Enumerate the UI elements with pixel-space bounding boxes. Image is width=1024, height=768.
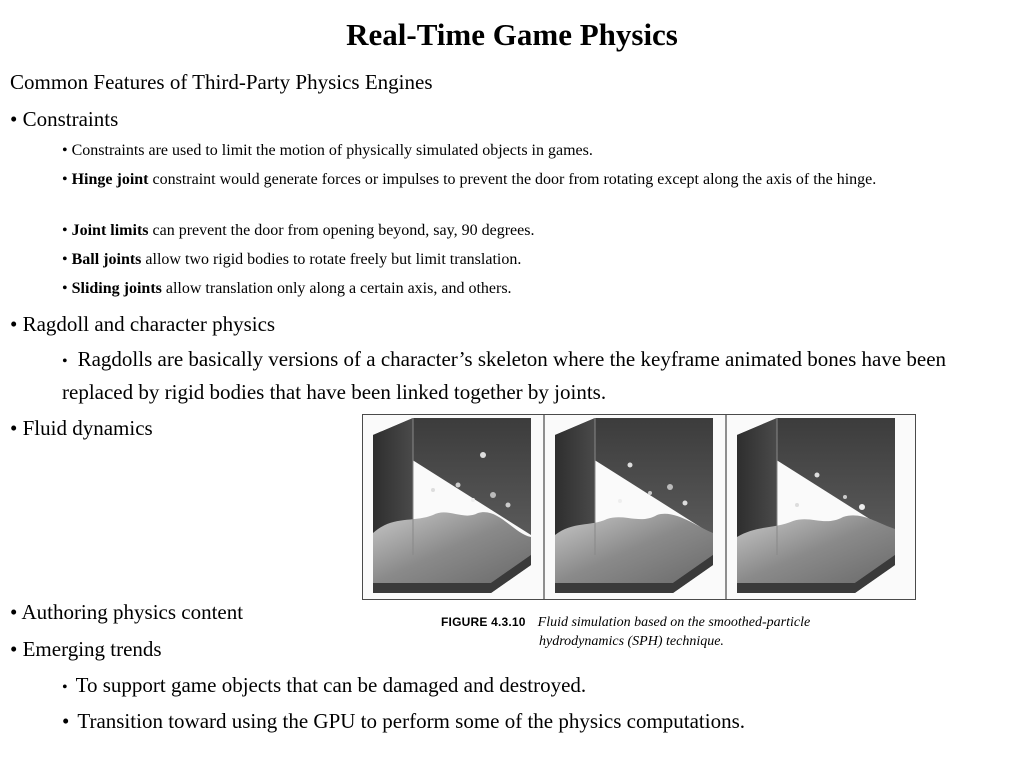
item-text: To support game objects that can be damaged and destroyed.	[75, 673, 587, 697]
constraints-item-2	[62, 168, 1007, 192]
emerging-heading: • Emerging trends	[10, 637, 162, 661]
figure-label: FIGURE 4.3.10	[441, 615, 526, 629]
panel-1	[363, 415, 543, 599]
figure-caption-line2: hydrodynamics (SPH) technique.	[539, 634, 724, 649]
bullet: •	[62, 353, 68, 370]
item-text: Constraints are used to limit the motion of physically simulated objects in games.	[71, 142, 593, 159]
figure-caption-line1: Fluid simulation based on the smoothed-particle	[537, 615, 811, 630]
bullet: •	[62, 171, 68, 188]
term-hinge-joint: Hinge joint	[71, 171, 149, 188]
constraints-item-1	[62, 139, 593, 163]
bullet: •	[62, 280, 68, 297]
item-text: constraint would generate forces or impulses to prevent the door from rotating except along the axis of the hinge.	[152, 171, 877, 188]
panel-2	[545, 415, 725, 599]
constraints-item-3	[62, 219, 534, 243]
emerging-item-2	[62, 706, 1012, 737]
term-sliding-joints: Sliding joints	[71, 280, 162, 297]
panel-3	[727, 415, 915, 599]
authoring-heading: • Authoring physics content	[10, 600, 244, 624]
item-text: Ragdolls are basically versions of a character’s skeleton where the keyframe animated bones have been replaced by rigid bodies that have been linked together by joints.	[62, 347, 947, 404]
bullet: •	[62, 222, 68, 239]
term-ball-joints: Ball joints	[71, 251, 142, 268]
fluid-simulation-image	[363, 415, 915, 599]
figure-caption	[441, 613, 861, 651]
slide-title: Real-Time Game Physics	[346, 17, 678, 52]
constraints-item-5	[62, 277, 512, 301]
item-text: Transition toward using the GPU to perform some of the physics computations.	[77, 709, 746, 733]
bullet: •	[62, 709, 70, 733]
fluid-heading: • Fluid dynamics	[10, 416, 153, 440]
bullet: •	[62, 679, 68, 696]
item-text: can prevent the door from opening beyond, say, 90 degrees.	[152, 222, 535, 239]
slide-subtitle: Common Features of Third-Party Physics Engines	[10, 70, 433, 94]
term-joint-limits: Joint limits	[71, 222, 149, 239]
item-text: allow translation only along a certain axis, and others.	[165, 280, 512, 297]
bullet: •	[62, 251, 68, 268]
emerging-item-1	[62, 670, 1012, 703]
ragdoll-heading: • Ragdoll and character physics	[10, 312, 276, 336]
ragdoll-item	[62, 344, 1012, 408]
constraints-item-4	[62, 248, 521, 272]
constraints-heading: • Constraints	[10, 107, 119, 131]
fluid-simulation-figure	[362, 414, 916, 600]
item-text: allow two rigid bodies to rotate freely but limit translation.	[145, 251, 522, 268]
bullet: •	[62, 142, 68, 159]
